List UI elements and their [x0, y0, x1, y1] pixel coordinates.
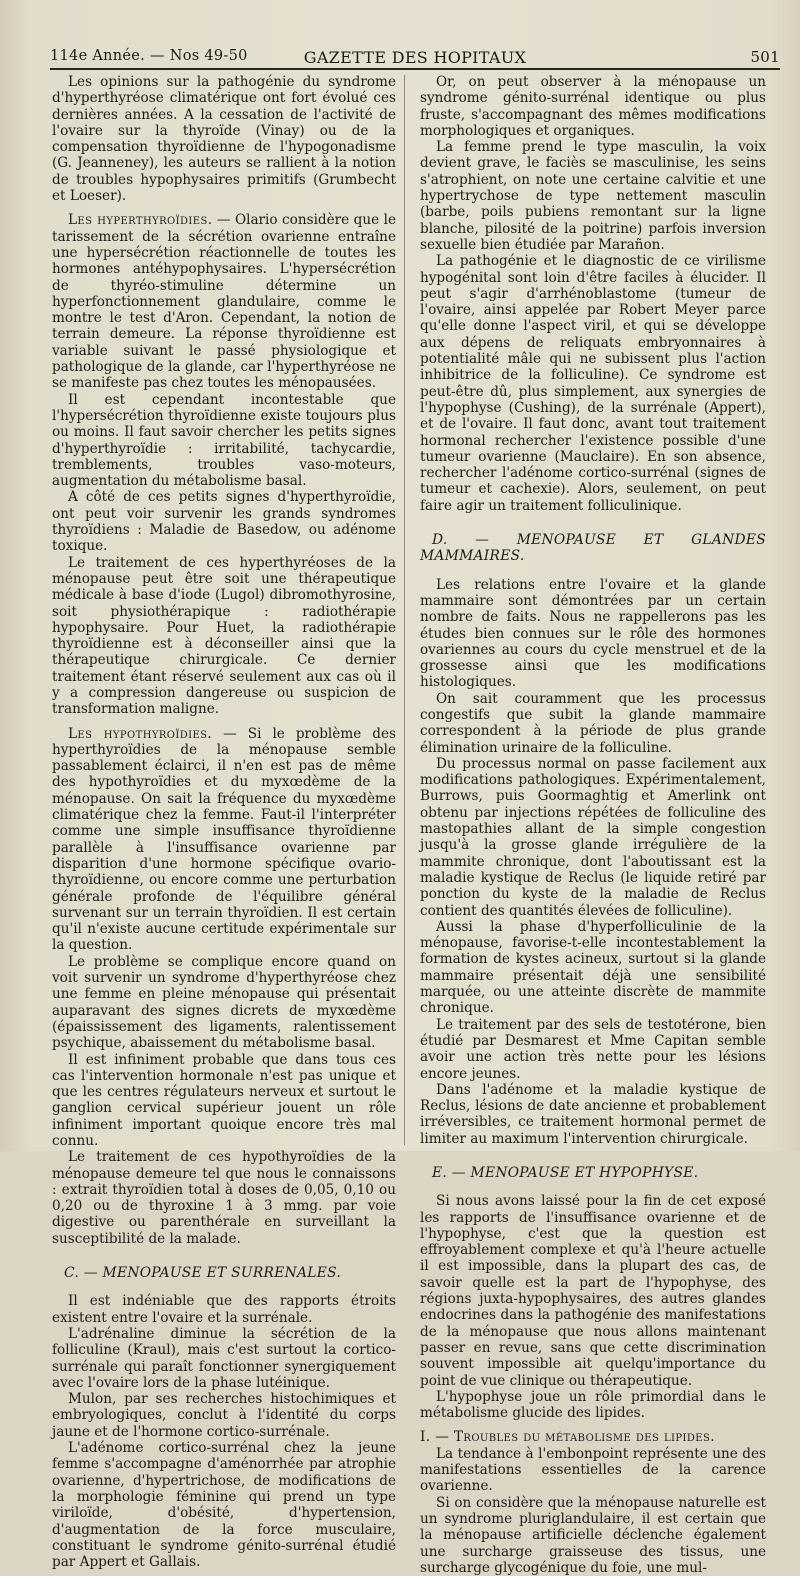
paragraph — [52, 726, 396, 954]
paragraph: Du processus normal on passe facilement aux modifications pathologiques. Expérimentalement, Burrows, puis Goormaghtig et Amerlink ont obtenu par injections répétées de folliculine des mastopathies allant de la simple congestion jusqu'à la grosse glande irrégulière de la mammite chronique, dont l'aboutissant est la maladie kystique de Reclus (le liquide retiré par ponction du kyste de la maladie de Reclus contient des quantités élevées de folliculine). — [420, 755, 766, 919]
issue-number: 114e Année. — Nos 49-50 — [50, 48, 248, 64]
paragraph — [52, 212, 396, 391]
left-column — [52, 74, 396, 1570]
paragraph: Dans l'adénome et la maladie kystique de Reclus, lésions de date ancienne et probablement irréversibles, ce traitement hormonal permet de limiter au maximum l'intervention chirurgicale. — [420, 1081, 766, 1147]
paragraph: Il est cependant incontestable que l'hypersécrétion thyroïdienne existe toujours plus ou moins. Il faut savoir chercher les petits signes d'hyperthyroïdie : irritabilité, tachycardie, tremblements, troubles vaso-moteurs, augmentation du métabolisme basal. — [52, 391, 396, 490]
paragraph: Le traitement de ces hyperthyréoses de la ménopause peut être soit une thérapeutique médicale à base d'iode (Lugol) dibromothyrosine, soit physiothérapique : radiothérapie hypophysaire. Pour Huet, la radiothérapie thyroïdienne est à déconseiller ainsi que la thérapeutique chirurgicale. Ce dernier traitement étant réservé seulement aux cas où il y a compression dangereuse ou suspicion de transformation maligne. — [52, 554, 396, 718]
paragraph-text: — Si le problème des hyperthyroïdies de la ménopause semble passablement éclairci, il n'en est pas de même des hypothyroïdies et du myxœdème de la ménopause. On sait la fréquence du myxœdème climatérique chez la femme. Faut-il l'interpréter comme une simple insuffisance thyroïdienne parallèle à l'insuffisance ovarienne par disparition d'une hormone spécifique ovario-thyroïdienne, ou encore comme une perturbation générale profonde de l'équilibre général survenant sur un terrain thyroïdien. Il est certain qu'il n'existe aucune certitude expérimentale sur la question. — [52, 725, 396, 954]
paragraph: Si nous avons laissé pour la fin de cet exposé les rapports de l'insuffisance ovarienne et de l'hypophyse, c'est que la question est effroyablement complexe et qu'à l'heure actuelle il est impossible, dans la plupart des cas, de savoir quelle est la part de l'hypophyse, des régions juxta-hypophysaires, des autres glandes endocrines dans la pathogénie des manifestations de la ménopause que nous allons maintenant passer en revue, sans que cette discrimination souvent impossible ait quelqu'importance du point de vue clinique ou thérapeutique. — [420, 1193, 766, 1389]
right-column — [420, 74, 766, 1576]
paragraph: L'adénome cortico-surrénal chez la jeune femme s'accompagne d'aménorrhée par atrophie ovarienne, d'hypertrichose, de modifications de la morphologie féminine qui prend un type viriloïde, d'obésité, d'hypertension, d'augmentation de la force musculaire, constituant le syndrome génito-surrénal étudié par Appert et Gallais. — [52, 1440, 396, 1571]
paragraph: Or, on peut observer à la ménopause un syndrome génito-surrénal identique ou plus fruste, s'accompagnant des mêmes modifications morphologiques et organiques. — [420, 74, 766, 139]
column-divider — [404, 75, 405, 1145]
paragraph: La tendance à l'embonpoint représente une des manifestations essentielles de la carence ovarienne. — [420, 1445, 766, 1495]
paragraph: L'adrénaline diminue la sécrétion de la folliculine (Kraul), mais c'est surtout la cortico-surrénale qui paraît fonctionner synergiquement avec l'ovaire lors de la phase lutéinique. — [52, 1325, 396, 1391]
subsection-heading — [420, 1429, 766, 1445]
running-header — [50, 46, 780, 68]
paragraph: A côté de ces petits signes d'hyperthyroïdie, ont peut voir survenir les grands syndromes thyroïdiens : Maladie de Basedow, ou adénome toxique. — [52, 489, 396, 555]
paragraph: Le traitement de ces hypothyroïdies de la ménopause demeure tel que nous le connaissons : extrait thyroïdien total à doses de 0,05, 0,10 ou 0,20 ou de thyroxine 1 à 3 mmg. par voie digestive ou parenthérale en surveillant la susceptibilité de la malade. — [52, 1149, 396, 1247]
paragraph: Le traitement par des sels de testotérone, bien étudié par Desmarest et Mme Capitan semble avoir une action très nette pour les lésions encore jeunes. — [420, 1016, 766, 1082]
paragraph: Il est indéniable que des rapports étroits existent entre l'ovaire et la surrénale. — [52, 1293, 396, 1326]
paragraph: Aussi la phase d'hyperfolliculinie de la ménopause, favorise-t-elle incontestablement la formation de kystes acineux, surtout si la glande mammaire présentait déjà une sensibilité marquée, ou une atteinte discrète de mammite chronique. — [420, 918, 766, 1017]
paragraph: La femme prend le type masculin, la voix devient grave, le faciès se masculinise, les seins s'atrophient, on note une certaine calvitie et une hypertrychose de type nettement masculin (barbe, poils pubiens remontant sur la ligne blanche, pilosité de la poitrine) parfois inversion sexuelle bien étudiée par Marañon. — [420, 139, 766, 253]
journal-title: GAZETTE DES HOPITAUX — [303, 48, 527, 67]
paragraph: Le problème se complique encore quand on voit survenir un syndrome d'hyperthyréose chez une femme en pleine ménopause qui présentait auparavant des signes dicrets de myxœdème (épaississement des ligaments, ralentissement psychique, abaissement du métabolisme basal. — [52, 953, 396, 1052]
paragraph: Il est infiniment probable que dans tous ces cas l'intervention hormonale n'est pas unique et que les centres régulateurs nerveux et surtout le ganglion cervical supérieur jouent un rôle infiniment important quoique encore très mal connu. — [52, 1051, 396, 1149]
run-in-heading: I. — Troubles du métabolisme des lipides. — [420, 1429, 715, 1446]
paragraph: On sait couramment que les processus congestifs que subit la glande mammaire correspondent à la période de plus grande élimination urinaire de la folliculine. — [420, 690, 766, 756]
paragraph: L'hypophyse joue un rôle primordial dans le métabolisme glucide des lipides. — [420, 1388, 766, 1422]
paragraph: Si on considère que la ménopause naturelle est un syndrome pluriglandulaire, il est certain que la ménopause artificielle déclenche également une surcharge graisseuse des tissus, une surcharge glycogénique du foie, une mul- — [420, 1494, 766, 1576]
paragraph: Les relations entre l'ovaire et la glande mammaire sont démontrées par un certain nombre de faits. Nous ne rappellerons pas les études bien connues sur le rôle des hormones ovariennes au cours du cycle menstruel et de la grossesse ainsi que les modifications histologiques. — [420, 576, 766, 691]
section-heading: D. — MENOPAUSE ET GLANDES MAMMAIRES. — [420, 532, 766, 565]
run-in-heading: Les hyperthyroïdies. — [68, 212, 213, 229]
section-heading: E. — MENOPAUSE ET HYPOPHYSE. — [432, 1165, 699, 1181]
page-number: 501 — [750, 48, 780, 66]
paragraph: Les opinions sur la pathogénie du syndrome d'hyperthyréose climatérique ont fort évolué ces dernières années. A la cessation de l'activité de l'ovaire sur la thyroïde (Vinay) ou de la compensation thyroïdienne de l'hypogonadisme (G. Jeanneney), les auteurs se rallient à la notion de troubles hypophysaires primitifs (Grumbecht et Loeser). — [52, 74, 396, 205]
header-rule — [50, 68, 780, 70]
paragraph: La pathogénie et le diagnostic de ce virilisme hypogénital sont loin d'être faciles à élucider. Il peut s'agir d'arrhénoblastome (tumeur de l'ovaire, ainsi appelée par Robert Meyer parce qu'elle donne l'aspect viril, et qui se développe aux dépens de reliquats embryonnaires à potentialité mâle qui ne subissent plus l'action inhibitrice de la folliculine). Ce syndrome est peut-être dû, plus simplement, aux synergies de l'hypophyse (Cushing), de la surrénale (Appert), et de l'ovaire. Il faut donc, avant tout traitement hormonal rechercher l'existence possible d'une tumeur ovarienne (Mauclaire). En son absence, rechercher l'adénome cortico-surrénal (signes de tumeur et cachexie). Alors, seulement, on peut faire agir un traitement folliculinique. — [420, 253, 766, 514]
paragraph: Mulon, par ses recherches histochimiques et embryologiques, conclut à l'identité du corps jaune et de l'hormone cortico-surrénale. — [52, 1391, 396, 1440]
paragraph-text: — Olario considère que le tarissement de la sécrétion ovarienne entraîne une hypersécrétion réactionnelle de toutes les hormones antéhypophysaires. L'hypersécrétion de thyréo-stimuline détermine un hyperfonctionnement glandulaire, comme le montre le test d'Aron. Cependant, la notion de terrain demeure. La réponse thyroïdienne est variable suivant le passé physiologique et pathologique de la glande, car l'hyperthyréose ne se manifeste pas chez toutes les ménopausées. — [52, 212, 397, 392]
run-in-heading: Les hypothyroïdies. — [68, 725, 213, 742]
section-heading: C. — MENOPAUSE ET SURRENALES. — [64, 1265, 342, 1282]
